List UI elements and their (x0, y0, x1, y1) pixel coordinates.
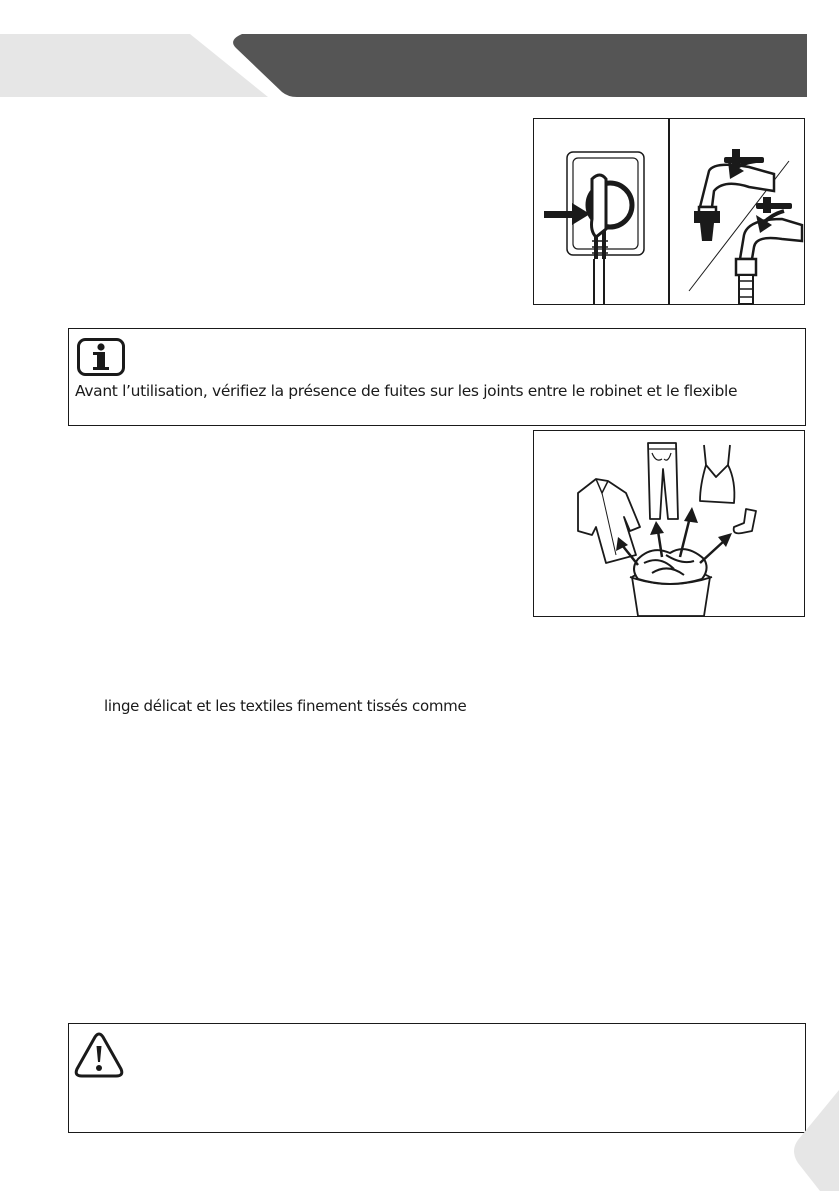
page-header (0, 0, 839, 110)
body-text-fragment: linge délicat et les textiles finement tissés comme (104, 697, 467, 715)
laundry-basket-icon (630, 549, 712, 616)
laundry-illustration (533, 430, 805, 617)
header-tab (0, 34, 268, 97)
page-corner-tab (790, 1085, 839, 1191)
plug-icon (567, 152, 644, 304)
info-icon (77, 338, 125, 376)
warning-icon (74, 1031, 124, 1079)
shirt-icon (578, 479, 640, 563)
faucet-icon (736, 197, 802, 304)
trousers-icon (648, 443, 678, 519)
camisole-icon (700, 445, 734, 503)
plug-faucet-illustration (533, 118, 805, 305)
info-note-text: Avant l’utilisation, vérifiez la présence de fuites sur les joints entre le robinet et le flexible (75, 382, 738, 400)
sock-icon (734, 509, 756, 533)
info-note (68, 328, 806, 426)
warning-note (68, 1023, 806, 1133)
header-bar (233, 34, 807, 97)
